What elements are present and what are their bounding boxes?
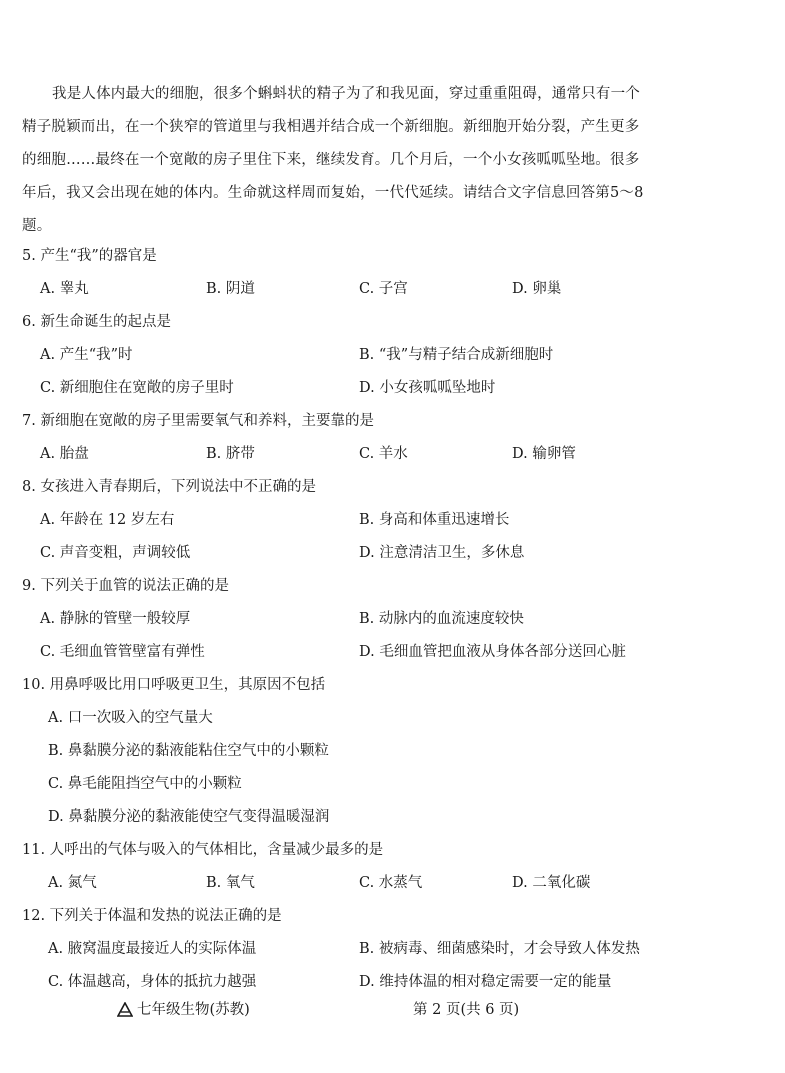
q11-option-b: B. 氧气 [206,875,255,891]
q10-option-a: A. 口一次吸入的空气量大 [48,710,213,726]
q11-option-a: A. 氮气 [48,875,97,891]
question-12-stem: 12. 下列关于体温和发热的说法正确的是 [22,908,282,924]
q10-option-b: B. 鼻黏膜分泌的黏液能粘住空气中的小颗粒 [48,743,329,759]
q12-option-c: C. 体温越高，身体的抵抗力越强 [48,974,257,990]
question-10-stem: 10. 用鼻呼吸比用口呼吸更卫生，其原因不包括 [22,677,326,693]
q8-option-b: B. 身高和体重迅速增长 [359,512,510,528]
q9-option-b: B. 动脉内的血流速度较快 [359,611,524,627]
q11-option-d: D. 二氧化碳 [512,875,591,891]
q6-option-a: A. 产生“我”时 [40,347,133,363]
q6-option-b: B. “我”与精子结合成新细胞时 [359,347,554,363]
q9-option-d: D. 毛细血管把血液从身体各部分送回心脏 [359,644,626,660]
footer-page-number: 第 2 页(共 6 页) [413,1002,520,1018]
q8-option-d: D. 注意清洁卫生，多休息 [359,545,525,561]
intro-paragraph: 我是人体内最大的细胞，很多个蝌蚪状的精子为了和我见面，穿过重重阻碍，通常只有一个精子脱颖而出，在一个狭窄的管道里与我相遇并结合成一个新细胞。新细胞开始分裂，产生更多的细胞……最终在一个宽敞的房子里住下来，继续发育。几个月后，一个小女孩呱呱坠地。很多年后，我又会出现在她的体内。生命就这样周而复始，一代代延续。请结合文字信息回答第5～8题。 [22,86,644,234]
question-6-stem: 6. 新生命诞生的起点是 [22,314,171,330]
q5-option-a: A. 睾丸 [40,281,89,297]
q5-option-d: D. 卵巢 [512,281,562,297]
q5-option-c: C. 子宫 [359,281,408,297]
q9-option-a: A. 静脉的管壁一般较厚 [40,611,191,627]
q7-option-a: A. 胎盘 [40,446,89,462]
q8-option-a: A. 年龄在 12 岁左右 [40,512,175,528]
q7-option-c: C. 羊水 [359,446,408,462]
q5-option-b: B. 阴道 [206,281,255,297]
footer-subject: 七年级生物(苏教) [137,1002,250,1018]
q11-option-c: C. 水蒸气 [359,875,423,891]
question-7-stem: 7. 新细胞在宽敞的房子里需要氧气和养料，主要靠的是 [22,413,374,429]
q8-option-c: C. 声音变粗，声调较低 [40,545,191,561]
q9-option-c: C. 毛细血管管壁富有弹性 [40,644,205,660]
q10-option-d: D. 鼻黏膜分泌的黏液能使空气变得温暖湿润 [48,809,330,825]
q6-option-c: C. 新细胞住在宽敞的房子里时 [40,380,234,396]
q7-option-b: B. 脐带 [206,446,255,462]
question-5-stem: 5. 产生“我”的器官是 [22,248,157,264]
q10-option-c: C. 鼻毛能阻挡空气中的小颗粒 [48,776,242,792]
question-11-stem: 11. 人呼出的气体与吸入的气体相比，含量减少最多的是 [22,842,384,858]
q12-option-d: D. 维持体温的相对稳定需要一定的能量 [359,974,612,990]
question-9-stem: 9. 下列关于血管的说法正确的是 [22,578,229,594]
publisher-logo-icon [117,1002,133,1018]
q12-option-b: B. 被病毒、细菌感染时，才会导致人体发热 [359,941,640,957]
q12-option-a: A. 腋窝温度最接近人的实际体温 [48,941,257,957]
question-8-stem: 8. 女孩进入青春期后，下列说法中不正确的是 [22,479,316,495]
q7-option-d: D. 输卵管 [512,446,576,462]
q6-option-d: D. 小女孩呱呱坠地时 [359,380,496,396]
